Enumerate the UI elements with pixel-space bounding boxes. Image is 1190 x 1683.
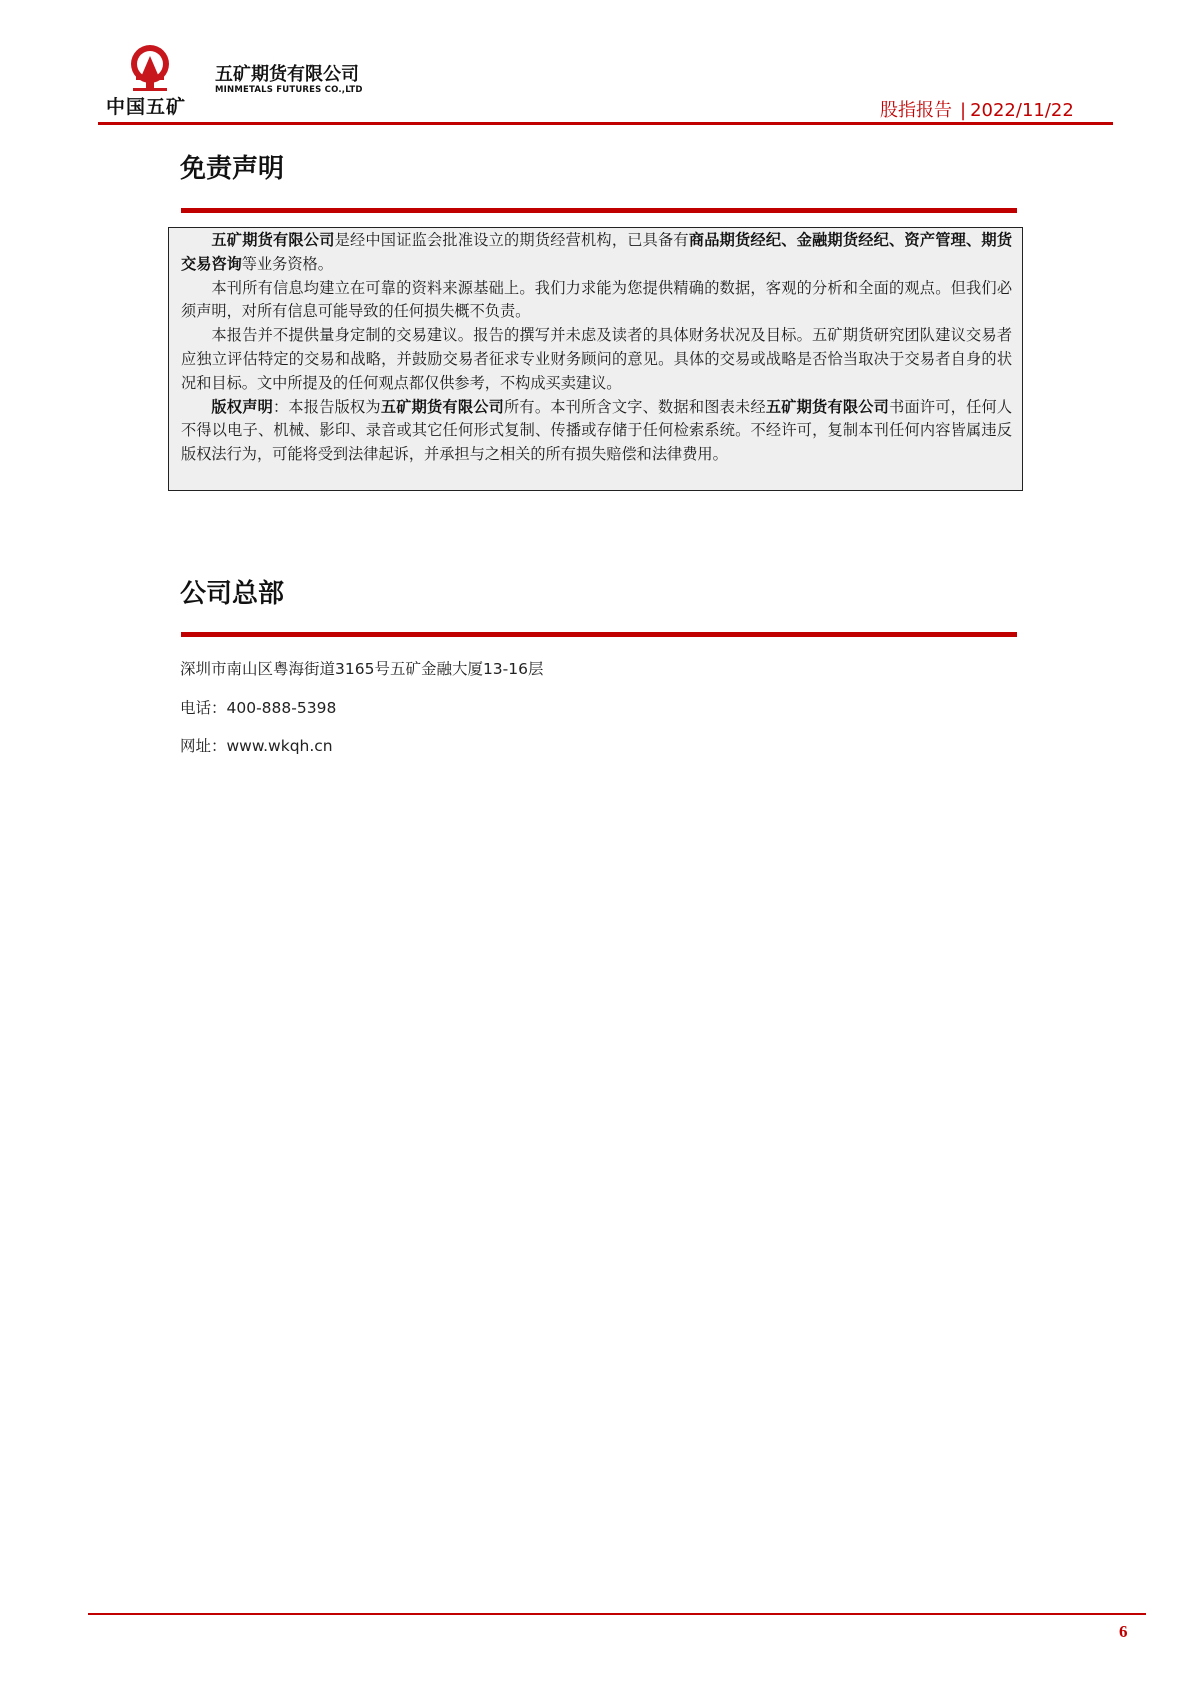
copyright-label: 版权声明 (211, 397, 273, 416)
report-header-tag (880, 96, 1074, 122)
footer-divider (88, 1613, 1146, 1615)
disclaimer-paragraph-4 (181, 396, 1012, 467)
company-name-cn: 五矿期货有限公司 (215, 64, 359, 85)
disclaimer-paragraph-3: 本报告并不提供量身定制的交易建议。报告的撰写并未虑及读者的具体财务状况及目标。五矿期货研究团队建议交易者应独立评估特定的交易和战略，并鼓励交易者征求专业财务顾问的意见。具体的交易或战略是否恰当取决于交易者自身的状况和目标。文中所提及的任何观点都仅供参考，不构成买卖建议。 (181, 326, 1012, 392)
company-name-en: MINMETALS FUTURES CO.,LTD (215, 85, 363, 95)
disclaimer-title: 免责声明 (180, 154, 285, 184)
report-type: 股指报告 (880, 100, 952, 121)
logo-text: 中国五矿 (106, 96, 187, 118)
report-date: 2022/11/22 (970, 100, 1074, 121)
disclaimer-text: 是经中国证监会批准设立的期货经营机构，已具备有 (334, 231, 689, 249)
business-qualifications: 商品期货经纪、金融期货经纪、资产管理、期货交易咨询 (181, 231, 1013, 273)
headquarters-divider (181, 632, 1017, 637)
headquarters-address: 深圳市南山区粤海街道3165号五矿金融大厦13-16层 (180, 660, 544, 678)
company-name-bold: 五矿期货有限公司 (211, 231, 335, 249)
company-name-bold: 五矿期货有限公司 (380, 397, 505, 416)
disclaimer-text: 等业务资格。 (241, 254, 333, 273)
disclaimer-text: 所有。本刊所含文字、数据和图表未经 (504, 397, 766, 416)
headquarters-phone: 电话：400-888-5398 (180, 699, 337, 717)
disclaimer-paragraph-1 (181, 229, 1012, 277)
company-name-bold: 五矿期货有限公司 (765, 397, 890, 416)
header-divider (98, 122, 1113, 125)
headquarters-website: 网址：www.wkqh.cn (180, 737, 333, 755)
disclaimer-text: ：本报告版权为 (273, 397, 381, 416)
page-number: 6 (1119, 1622, 1128, 1641)
disclaimer-divider (181, 208, 1017, 213)
disclaimer-text: 书面许可，任何人不得以电子、机械、影印、录音或其它任何形式复制、传播或存储于任何检索系统。不经许可，复制本刊任何内容皆属违反版权法行为，可能将受到法律起诉，并承担与之相关的所有损失赔偿和法律费用。 (181, 397, 1013, 464)
header-separator: | (960, 100, 967, 121)
disclaimer-paragraph-2: 本刊所有信息均建立在可靠的资料来源基础上。我们力求能为您提供精确的数据，客观的分析和全面的观点。但我们必须声明，对所有信息可能导致的任何损失概不负责。 (181, 278, 1012, 321)
disclaimer-box (168, 227, 1023, 491)
headquarters-title: 公司总部 (180, 579, 285, 609)
